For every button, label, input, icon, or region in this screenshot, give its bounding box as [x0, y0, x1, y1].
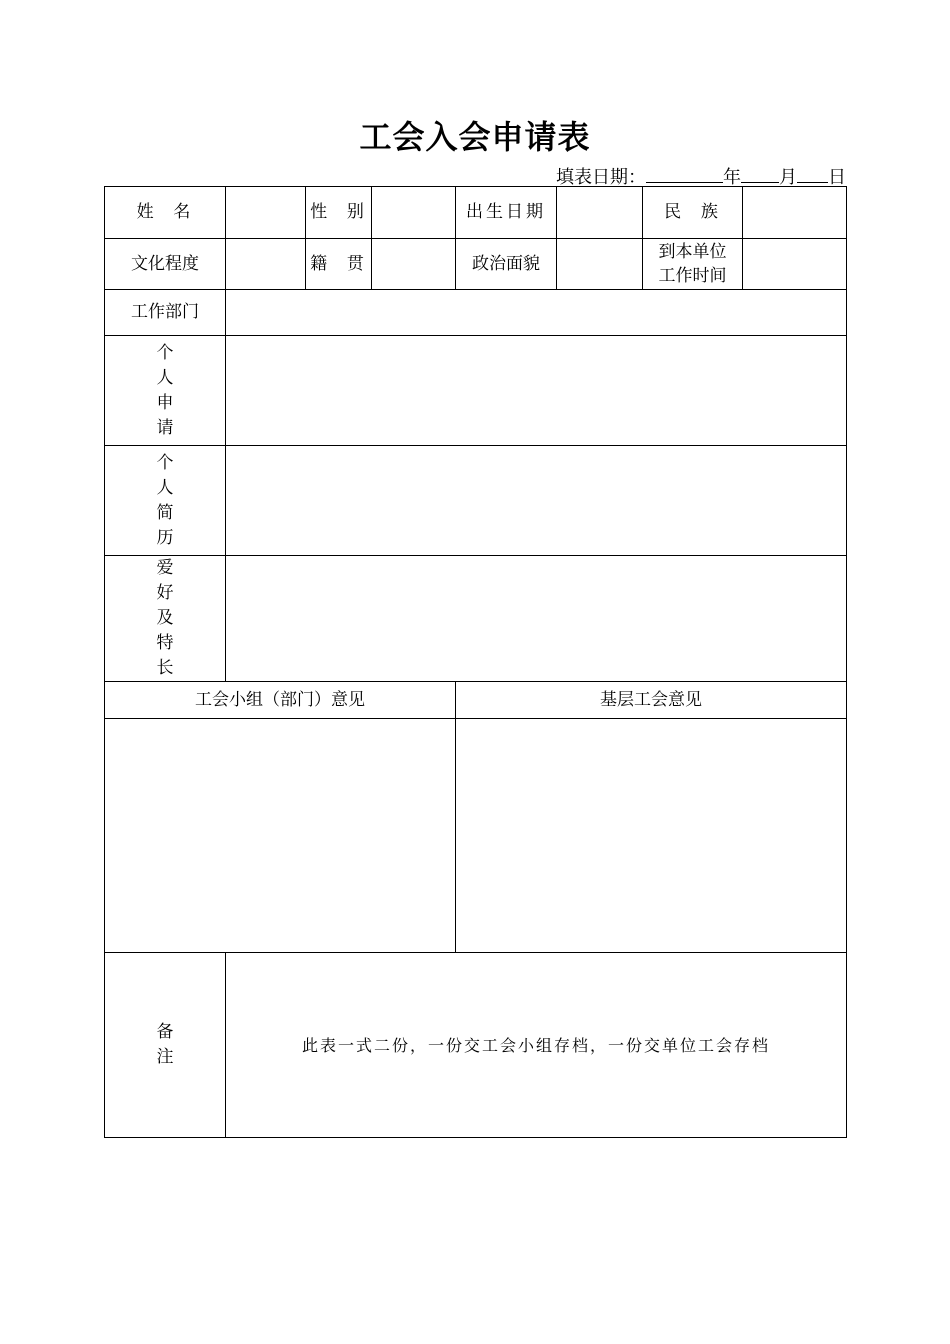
remarks-text: 此表一式二份，一份交工会小组存档，一份交单位工会存档 — [226, 953, 847, 1138]
native-place-label: 籍 贯 — [306, 239, 372, 290]
hobbies-label: 爱 好 及 特 长 — [105, 556, 226, 682]
ethnicity-field[interactable] — [743, 187, 847, 239]
month-blank[interactable] — [741, 166, 779, 183]
name-field[interactable] — [226, 187, 306, 239]
personal-application-field[interactable] — [226, 336, 847, 446]
education-field[interactable] — [226, 239, 306, 290]
group-opinion-field[interactable] — [105, 719, 456, 953]
gender-label: 性 别 — [306, 187, 372, 239]
education-label: 文化程度 — [105, 239, 226, 290]
remarks-label: 备 注 — [105, 953, 226, 1138]
grassroots-opinion-header: 基层工会意见 — [456, 682, 847, 719]
month-label: 月 — [779, 167, 797, 188]
group-opinion-header: 工会小组（部门）意见 — [105, 682, 456, 719]
political-status-label: 政治面貌 — [456, 239, 557, 290]
year-blank[interactable] — [646, 166, 723, 183]
application-form-table — [104, 186, 847, 1138]
year-label: 年 — [723, 167, 741, 188]
day-label: 日 — [828, 167, 846, 188]
time-at-unit-field[interactable] — [743, 239, 847, 290]
personal-resume-label: 个 人 简 历 — [105, 446, 226, 556]
name-label: 姓 名 — [105, 187, 226, 239]
department-field[interactable] — [226, 290, 847, 336]
day-blank[interactable] — [797, 166, 828, 183]
personal-application-label: 个 人 申 请 — [105, 336, 226, 446]
form-title: 工会入会申请表 — [359, 118, 591, 156]
gender-field[interactable] — [372, 187, 456, 239]
political-status-field[interactable] — [557, 239, 643, 290]
birth-date-field[interactable] — [557, 187, 643, 239]
time-at-unit-label: 到本单位 工作时间 — [643, 239, 743, 290]
personal-resume-field[interactable] — [226, 446, 847, 556]
fill-date-label: 填表日期： — [556, 167, 646, 188]
department-label: 工作部门 — [105, 290, 226, 336]
hobbies-field[interactable] — [226, 556, 847, 682]
ethnicity-label: 民 族 — [643, 187, 743, 239]
grassroots-opinion-field[interactable] — [456, 719, 847, 953]
birth-date-label: 出生日期 — [456, 187, 557, 239]
native-place-field[interactable] — [372, 239, 456, 290]
